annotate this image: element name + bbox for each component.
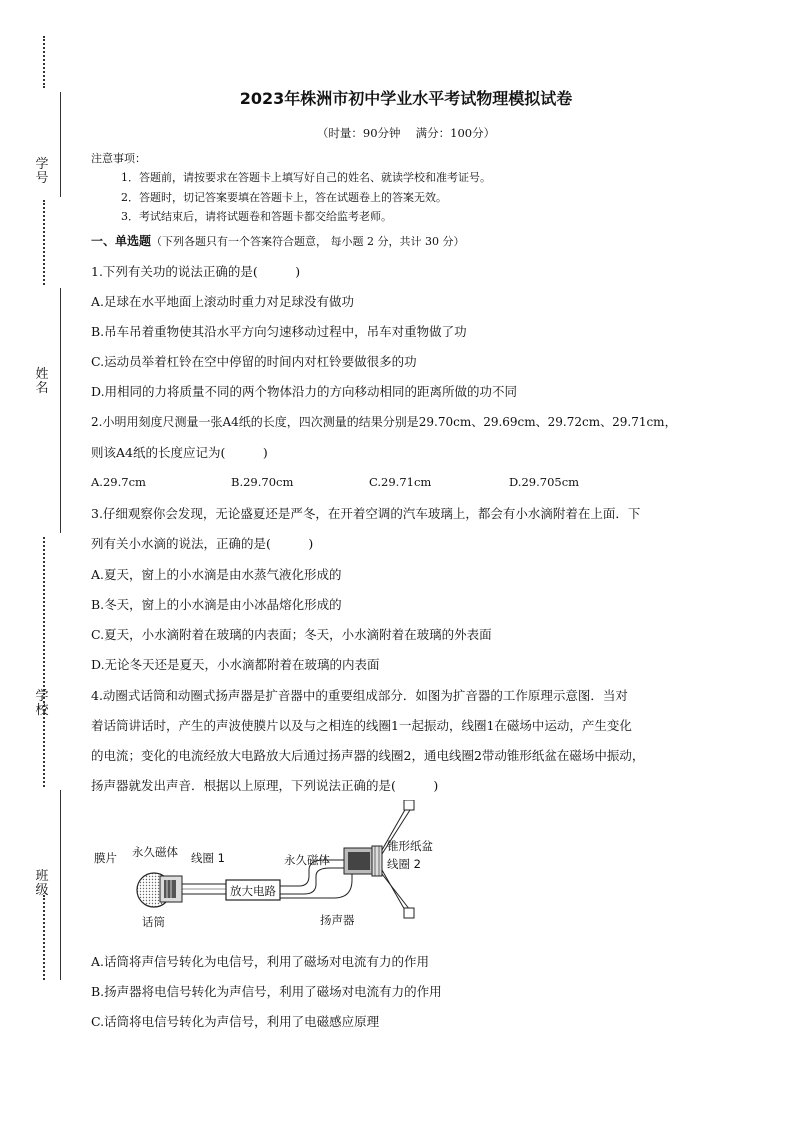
q4-stem-line1: 4.动圈式话筒和动圈式扬声器是扩音器中的重要组成部分．如图为扩音器的工作原理示意图．当对 — [91, 688, 628, 703]
exam-subtitle: （时量：90分钟 满分：100分） — [316, 126, 496, 140]
q2-stem-line1: 2.小明用刻度尺测量一张A4纸的长度，四次测量的结果分别是29.70cm、29.69cm、29.72cm、29.71cm， — [91, 415, 677, 429]
q3-option-d: D.无论冬天还是夏天，小水滴都附着在玻璃的内表面 — [91, 657, 380, 672]
q4-option-b: B.扬声器将电信号转化为声信号，利用了磁场对电流有力的作用 — [91, 984, 442, 999]
q2-option-a: A.29.7cm — [91, 475, 146, 489]
fig-label-magnet1: 永久磁体 — [132, 845, 178, 859]
binding-dotted-line — [43, 895, 45, 980]
notice-item: 3．考试结束后，请将试题卷和答题卡都交给监考老师。 — [121, 210, 392, 223]
q1-option-d: D.用相同的力将质量不同的两个物体沿力的方向移动相同的距离所做的功不同 — [91, 384, 518, 399]
q4-stem-line4: 扬声器就发出声音．根据以上原理，下列说法正确的是( ) — [91, 778, 439, 793]
exam-title: 2023年株洲市初中学业水平考试物理模拟试卷 — [239, 89, 573, 108]
name-field-line — [60, 288, 61, 533]
fig-label-cone: 锥形纸盆 — [387, 839, 433, 853]
fig-label-speaker: 扬声器 — [320, 913, 355, 927]
q2-stem-line2: 则该A4纸的长度应记为( ) — [91, 445, 268, 460]
student-id-label: 学号 — [35, 157, 49, 186]
q3-stem-line1: 3.仔细观察你会发现，无论盛夏还是严冬，在开着空调的汽车玻璃上，都会有小水滴附着在上面．下 — [91, 506, 641, 521]
q1-option-a: A.足球在水平地面上滚动时重力对足球没有做功 — [91, 294, 355, 309]
binding-dotted-line — [43, 36, 45, 88]
amplifier-diagram — [94, 800, 434, 930]
binding-margin — [0, 0, 80, 1123]
section-description: （下列各题只有一个答案符合题意， 每小题 2 分，共计 30 分） — [151, 235, 465, 248]
fig-label-magnet2: 永久磁体 — [284, 853, 330, 867]
school-label: 学校 — [35, 689, 49, 718]
q2-option-c: C.29.71cm — [369, 475, 432, 489]
fig-label-coil2: 线圈 2 — [387, 857, 421, 871]
q2-option-d: D.29.705cm — [509, 475, 580, 489]
section-heading — [91, 232, 465, 249]
q3-stem-line2: 列有关小水滴的说法，正确的是( ) — [91, 536, 314, 551]
q2-option-b: B.29.70cm — [231, 475, 294, 489]
name-label: 姓名 — [35, 367, 49, 396]
fig-label-microphone: 话筒 — [142, 915, 165, 929]
student-id-field-line — [60, 92, 61, 197]
notice-heading: 注意事项： — [91, 152, 146, 165]
q3-option-b: B.冬天，窗上的小水滴是由小冰晶熔化形成的 — [91, 597, 342, 612]
q4-stem-line2: 着话筒讲话时，产生的声波使膜片以及与之相连的线圈1一起振动，线圈1在磁场中运动，产生变化 — [91, 718, 632, 733]
fig-label-membrane: 膜片 — [94, 851, 117, 865]
binding-dotted-line — [43, 537, 45, 787]
notice-item: 1．答题前，请按要求在答题卡上填写好自己的姓名、就读学校和准考证号。 — [121, 171, 491, 184]
section-title: 一、单选题 — [91, 234, 152, 248]
class-label: 班级 — [35, 869, 49, 898]
fig-label-amplifier: 放大电路 — [230, 884, 276, 898]
q3-option-a: A.夏天，窗上的小水滴是由水蒸气液化形成的 — [91, 567, 342, 582]
fig-label-coil1: 线圈 1 — [191, 851, 225, 865]
q3-option-c: C.夏天，小水滴附着在玻璃的内表面；冬天，小水滴附着在玻璃的外表面 — [91, 627, 492, 642]
class-field-line — [60, 790, 61, 980]
notice-item: 2．答题时，切记答案要填在答题卡上，答在试题卷上的答案无效。 — [121, 191, 447, 204]
binding-dotted-line — [43, 200, 45, 285]
q4-stem-line3: 的电流；变化的电流经放大电路放大后通过扬声器的线圈2，通电线圈2带动锥形纸盆在磁场中振动， — [91, 748, 645, 763]
q1-option-b: B.吊车吊着重物使其沿水平方向匀速移动过程中，吊车对重物做了功 — [91, 324, 467, 339]
q4-option-c: C.话筒将电信号转化为声信号，利用了电磁感应原理 — [91, 1014, 380, 1029]
microphone-drawing — [137, 873, 226, 907]
q1-option-c: C.运动员举着杠铃在空中停留的时间内对杠铃要做很多的功 — [91, 354, 417, 369]
q4-option-a: A.话筒将声信号转化为电信号，利用了磁场对电流有力的作用 — [91, 954, 430, 969]
q1-stem: 1.下列有关功的说法正确的是( ) — [91, 264, 301, 279]
